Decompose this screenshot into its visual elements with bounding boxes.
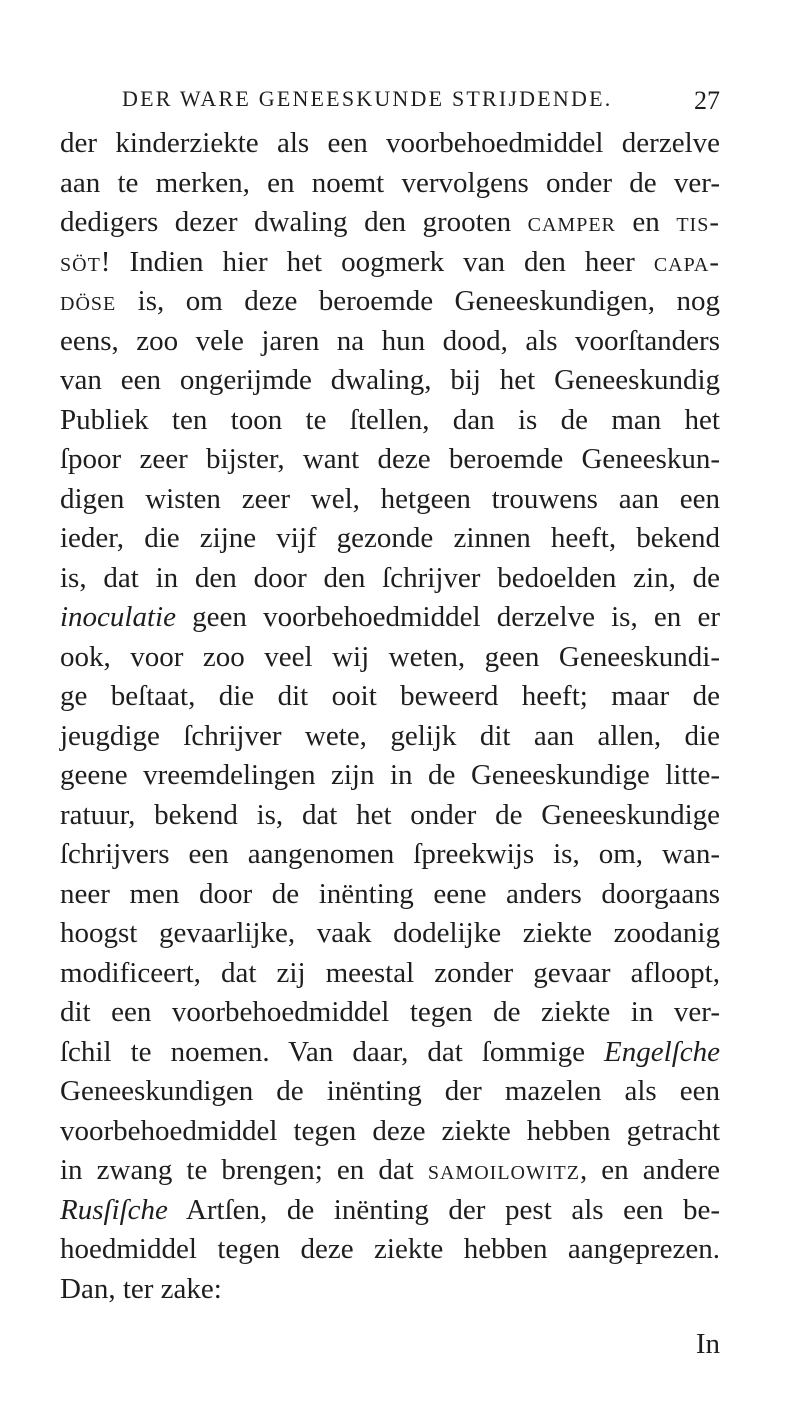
text-line: is, dat in den door den ſchrijver bedoelden zin, de [60,561,720,594]
text-run: ! Indien hier het oogmerk van den heer [100,245,654,278]
text-line [60,203,720,243]
text-line: van een ongerijmde dwaling, bij het Geneeskundig [60,364,720,396]
term-engelsche: Engelſche [604,1035,720,1068]
text-line: ſchrijvers een aangenomen ſpreekwijs is, om, wan- [60,838,720,870]
text-line: geene vreemdelingen zijn in de Geneeskundige litte- [60,759,720,791]
name-capadose-part: döse [60,285,117,317]
name-tissot-part: tis- [676,206,721,238]
page-number: 27 [694,86,720,115]
text-line [60,1191,720,1231]
text-line [60,1033,720,1073]
text-run: geen voorbehoedmiddel derzelve is, en er [175,601,720,633]
text-line: voorbehoedmiddel tegen deze ziekte hebben getracht [60,1114,720,1147]
text-run: in zwang te brengen; en dat [60,1154,428,1186]
text-line: der kinderziekte als een voorbehoedmiddel derzelve [60,127,720,159]
text-line: ook, voor zoo veel wij weten, geen Geneeskundi- [60,640,720,673]
text-line: ratuur, bekend is, dat het onder de Geneeskundige [60,798,720,831]
text-run: is, om deze beroemde Geneeskundigen, nog [116,285,720,317]
text-line: hoedmiddel tegen deze ziekte hebben aangeprezen. [60,1233,720,1265]
text-line: hoogst gevaarlijke, vaak dodelijke ziekte zoodanig [60,917,720,949]
text-line: ſpoor zeer bijster, want deze beroemde Geneeskun- [60,443,720,475]
text-line [60,1151,720,1191]
text-line: modificeert, dat zij meestal zonder gevaar afloopt, [60,956,720,989]
text-line: aan te merken, en noemt vervolgens onder de ver- [60,166,720,199]
term-russische: Rusſiſche [60,1193,168,1226]
running-title: DER WARE GENEESKUNDE STRIJDENDE. [122,86,613,111]
text-line [60,282,720,322]
text-line: Dan, ter zake: [60,1272,222,1305]
name-capadose-part: capa- [653,245,720,278]
name-samoilowitz: samoilowitz [427,1154,580,1186]
body-text [60,124,720,1309]
name-camper: camper [527,206,616,238]
text-line: Publiek ten toon te ſtellen, dan is de man het [60,403,720,436]
text-run: dedigers dezer dwaling den grooten [60,206,528,238]
catchword: In [695,1328,720,1360]
text-line [60,598,720,638]
text-line: eens, zoo vele jaren na hun dood, als voorſtanders [60,324,720,357]
text-line [60,243,720,283]
text-run: en [615,206,677,238]
name-tissot-part: söt [60,245,101,278]
text-run: , en andere [579,1154,720,1186]
text-line: ieder, die zijne vijf gezonde zinnen heeft, bekend [60,522,720,554]
text-run: ſchil te noemen. Van daar, dat ſommige [60,1035,605,1068]
text-line: dit een voorbehoedmiddel tegen de ziekte in ver- [60,996,720,1028]
term-inoculatie: inoculatie [60,601,176,633]
text-line: neer men door de inënting eene anders doorgaans [60,877,720,910]
text-run: Artſen, de inënting der pest als een be- [167,1193,720,1226]
text-line: ge beſtaat, die dit ooit beweerd heeft; maar de [60,680,720,712]
text-line: jeugdige ſchrijver wete, gelijk dit aan allen, die [60,719,720,752]
running-head [122,86,720,118]
text-line: digen wisten zeer wel, hetgeen trouwens aan een [60,482,720,515]
text-line: Geneeskundigen de inënting der mazelen als een [60,1075,720,1107]
